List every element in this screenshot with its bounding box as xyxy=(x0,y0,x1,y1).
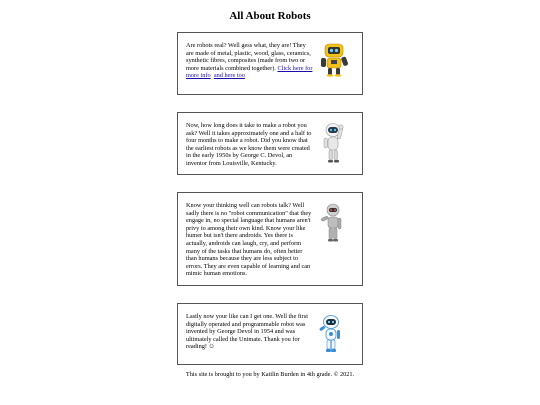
card-text-body: Are robots real? Well gess what, they are! They are made of metal, plastic, wood, glass, ceramics, synthetic fibres, composites (made from two or more materials combined together). xyxy=(186,42,311,72)
card-text xyxy=(186,42,314,80)
card-text: Now, how long does it take to make a robot you ask? Well it takes approximately one and a half to four months to make a robot. Did you know that the earliest robots as we know them were created in the early 1950s by George C. Devol, an inventor from Louisville, Kentucky. xyxy=(186,122,312,167)
more-info-link[interactable]: Click here for more info xyxy=(186,64,313,80)
yellow-robot-icon xyxy=(318,41,350,77)
robot-info-card xyxy=(177,303,363,365)
card-text: Know your thinking well can robots talk? Well sadly there is no "robot communication" that they engage in, no special language that humans aren't privy to among their own kind. Know your like humer but isn't there androids. Yes there is actually, androids can laugh, cry, and perform many of the tasks that humans do, often better than humans because they are less subject to errors. They are even capable of learning and can mimic human emotions. xyxy=(186,202,312,278)
robot-info-card xyxy=(177,192,363,286)
gray-android-robot-icon xyxy=(318,203,348,243)
blue-white-robot-icon xyxy=(316,314,346,354)
and-here-too-link[interactable]: and here too xyxy=(213,72,245,80)
white-waving-robot-icon xyxy=(320,122,348,164)
robot-info-card xyxy=(177,32,363,95)
page-title: All About Robots xyxy=(229,10,311,22)
card-text: Lastly now your like can I get one. Well the first digitally operated and programmable robot was invented by George Devol in 1954 and was ultimately called the Unimate. Thank you for reading! ☺ xyxy=(186,313,308,351)
footer-credit: This site is brought to you by Kaitlin Burden in 4th grade. © 2021. xyxy=(185,371,355,378)
robot-info-card xyxy=(177,112,363,175)
